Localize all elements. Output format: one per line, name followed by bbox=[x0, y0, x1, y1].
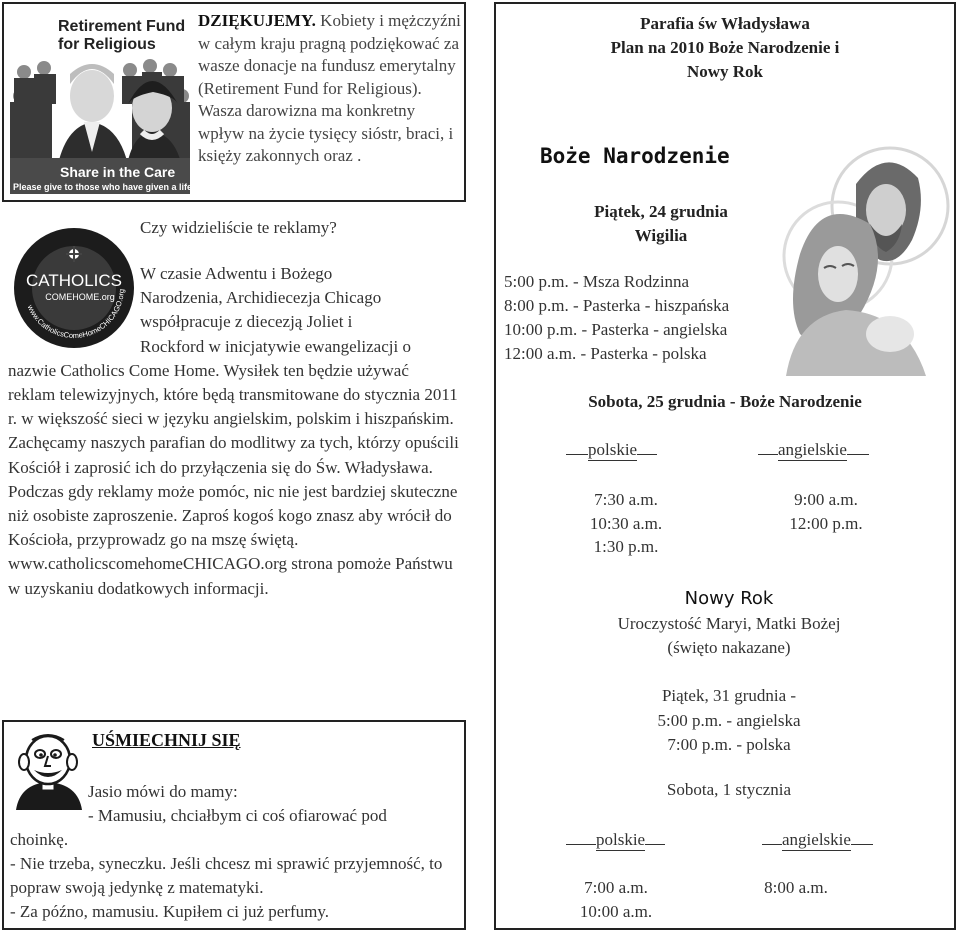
friday-31 bbox=[496, 684, 962, 758]
jan1-polish-header bbox=[566, 830, 665, 851]
dec25-polish-times bbox=[556, 488, 696, 559]
advent-body: nazwie Catholics Come Home. Wysiłek ten będzie używać reklam telewizyjnych, które będą transmitowane do stycznia 2011 r. w większość sieci w języku angielskim, polskim i hiszpańskim. Zachęcamy naszych parafian do modlitwy za tych, którzy opuścili Kościół i zaprosić ich do przyłączenia się do Św. Władysława. bbox=[8, 360, 459, 477]
dec25-polish-3: 1:30 p.m. bbox=[593, 537, 659, 556]
solemnity-name: Uroczystość Maryi, Matki Bożej bbox=[617, 614, 841, 633]
new-year-heading: Nowy Rok bbox=[684, 588, 774, 609]
schedule-header bbox=[496, 12, 954, 84]
plan-title-2: Nowy Rok bbox=[686, 62, 764, 81]
logo-line1: CATHOLICS bbox=[25, 271, 123, 290]
smile-box bbox=[2, 720, 466, 930]
joke-line-5: - Za późno, mamusiu. Kupiłem ci już perfumy. bbox=[10, 902, 329, 921]
smile-title: UŚMIECHNIJ SIĘ bbox=[92, 730, 241, 750]
ad-share-text: Share in the Care bbox=[60, 164, 176, 180]
advent-line-3: współpracuje z diecezją Joliet i bbox=[140, 312, 353, 332]
joke-line-3: choinkę. bbox=[10, 830, 69, 849]
vigil-mass-2: 8:00 p.m. - Pasterka - hiszpańska bbox=[504, 296, 730, 315]
friday-31-mass-1: 5:00 p.m. - angielska bbox=[657, 710, 801, 730]
jan1-english-label: angielskie bbox=[782, 830, 851, 849]
holy-family-icon bbox=[786, 144, 954, 376]
holy-family-image bbox=[786, 144, 954, 376]
logo-ring-path: www.CatholicsComeHomeCHICAGO.org bbox=[25, 288, 127, 341]
smile-joke bbox=[10, 770, 460, 924]
retirement-fund-ad-image bbox=[10, 14, 214, 194]
saturday-1: Sobota, 1 stycznia bbox=[666, 780, 792, 799]
jan1-english-times bbox=[726, 876, 866, 900]
thanks-box bbox=[2, 2, 466, 202]
advent-line-2: Narodzenia, Archidiecezja Chicago bbox=[140, 288, 382, 308]
dec25-polish-2: 10:30 a.m. bbox=[589, 513, 663, 533]
friday-31-date: Piątek, 31 grudnia - bbox=[661, 686, 797, 705]
jan1-english-1: 8:00 a.m. bbox=[764, 878, 828, 897]
ad-give-text: Please give to those who have given a lifetime. bbox=[13, 182, 214, 192]
dec25-polish-label: polskie bbox=[588, 440, 638, 459]
dec25-english-header bbox=[758, 440, 869, 461]
thanks-body: Kobiety i mężczyźni w całym kraju pragną podziękować za wasze donacje na fundusz emerytalny (Retirement Fund for Religious). Wasza darowizna ma konkretny wpływ na życie tysięcy sióstr, braci, i księży zakonnych oraz . bbox=[198, 11, 461, 165]
friday-24-vigil: Wigilia bbox=[634, 226, 688, 245]
vigil-masses bbox=[504, 270, 729, 366]
vigil-mass-3: 10:00 p.m. - Pasterka - angielska bbox=[504, 320, 728, 339]
ad-title: Retirement Fund for Religious bbox=[58, 18, 186, 53]
jan1-polish-label: polskie bbox=[596, 830, 646, 849]
joke-line-4: - Nie trzeba, syneczku. Jeśli chcesz mi sprawić przyjemność, to popraw swoją jedynkę z matematyki. bbox=[10, 854, 443, 897]
jan1-english-header bbox=[762, 830, 873, 851]
jan1-polish-2: 10:00 a.m. bbox=[579, 901, 653, 921]
thanks-heading: DZIĘKUJEMY. bbox=[198, 11, 316, 30]
dec25-english-times bbox=[756, 488, 896, 535]
solemnity-note: (święto nakazane) bbox=[667, 638, 791, 657]
jan1-polish-times bbox=[546, 876, 686, 923]
dec25-english-2: 12:00 p.m. bbox=[789, 513, 863, 533]
friday-31-mass-2: 7:00 p.m. - polska bbox=[667, 735, 791, 754]
friday-24-date: Piątek, 24 grudnia bbox=[594, 202, 728, 221]
logo-line2: COMEHOME.org bbox=[45, 292, 115, 302]
joke-line-1: Jasio mówi do mamy: bbox=[88, 782, 238, 801]
dec25-polish-1: 7:30 a.m. bbox=[594, 490, 658, 509]
plan-title: Plan na 2010 Boże Narodzenie i bbox=[610, 38, 840, 57]
dec25-polish-header bbox=[566, 440, 657, 461]
christmas-heading: Boże Narodzenie bbox=[540, 144, 730, 168]
parish-name: Parafia św Władysława bbox=[640, 14, 810, 33]
thanks-paragraph bbox=[198, 10, 464, 168]
jan1-polish-1: 7:00 a.m. bbox=[584, 878, 648, 897]
friday-24 bbox=[496, 200, 826, 248]
vigil-mass-1: 5:00 p.m. - Msza Rodzinna bbox=[504, 272, 690, 291]
solemnity bbox=[496, 612, 962, 660]
ads-question: Czy widzieliście te reklamy? bbox=[140, 218, 337, 237]
advent-line-1: W czasie Adwentu i Bożego bbox=[140, 264, 333, 283]
schedule-box bbox=[494, 2, 956, 930]
saturday-25: Sobota, 25 grudnia - Boże Narodzenie bbox=[588, 392, 862, 411]
dec25-english-1: 9:00 a.m. bbox=[794, 490, 858, 509]
vigil-mass-4: 12:00 a.m. - Pasterka - polska bbox=[504, 344, 707, 363]
advent-paragraph bbox=[8, 262, 460, 601]
joke-line-2: - Mamusiu, chciałbym ci coś ofiarować pod bbox=[88, 806, 387, 825]
dec25-english-label: angielskie bbox=[778, 440, 847, 459]
advent-line-4: Rockford w inicjatywie ewangelizacji o bbox=[140, 336, 411, 356]
advent-invitation: Podczas gdy reklamy może pomóc, nic nie jest bardziej skuteczne niż osobiste zaproszenie. Zaproś kogoś kogo znasz aby wrócił do Kościoła, przyprowadz go na mszę świętą. www.catholicscomehomeCHICAGO.org strona pomoże Państwu w uzyskaniu dodatkowych informacji. bbox=[8, 481, 458, 598]
